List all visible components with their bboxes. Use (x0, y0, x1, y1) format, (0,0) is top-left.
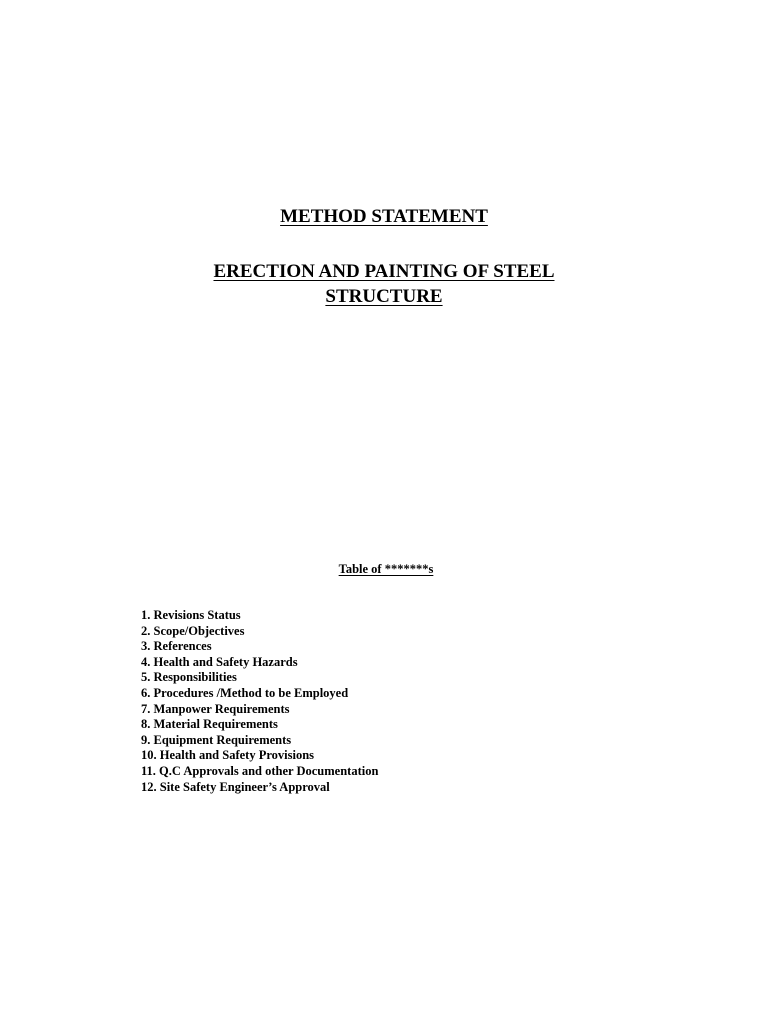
document-subtitle-line-2: STRUCTURE (325, 286, 443, 307)
toc-item: 7. Manpower Requirements (141, 701, 290, 716)
toc-item: 4. Health and Safety Hazards (141, 654, 298, 669)
toc-item: 2. Scope/Objectives (141, 623, 245, 638)
document-title: METHOD STATEMENT (280, 206, 488, 227)
toc-item: 10. Health and Safety Provisions (141, 748, 315, 763)
toc-item: 5. Responsibilities (141, 670, 237, 685)
document-subtitle-line-1: ERECTION AND PAINTING OF STEEL (213, 261, 555, 282)
toc-item: 12. Site Safety Engineer’s Approval (141, 779, 330, 794)
toc-item: 8. Material Requirements (141, 717, 278, 732)
table-of-contents-list (141, 608, 378, 795)
table-of-contents-heading: Table of *******s (338, 562, 434, 576)
toc-item: 3. References (141, 639, 212, 654)
toc-item: 9. Equipment Requirements (141, 732, 292, 747)
toc-item: 6. Procedures /Method to be Employed (141, 685, 349, 700)
toc-item: 11. Q.C Approvals and other Documentation (141, 763, 379, 778)
toc-item: 1. Revisions Status (141, 608, 241, 622)
